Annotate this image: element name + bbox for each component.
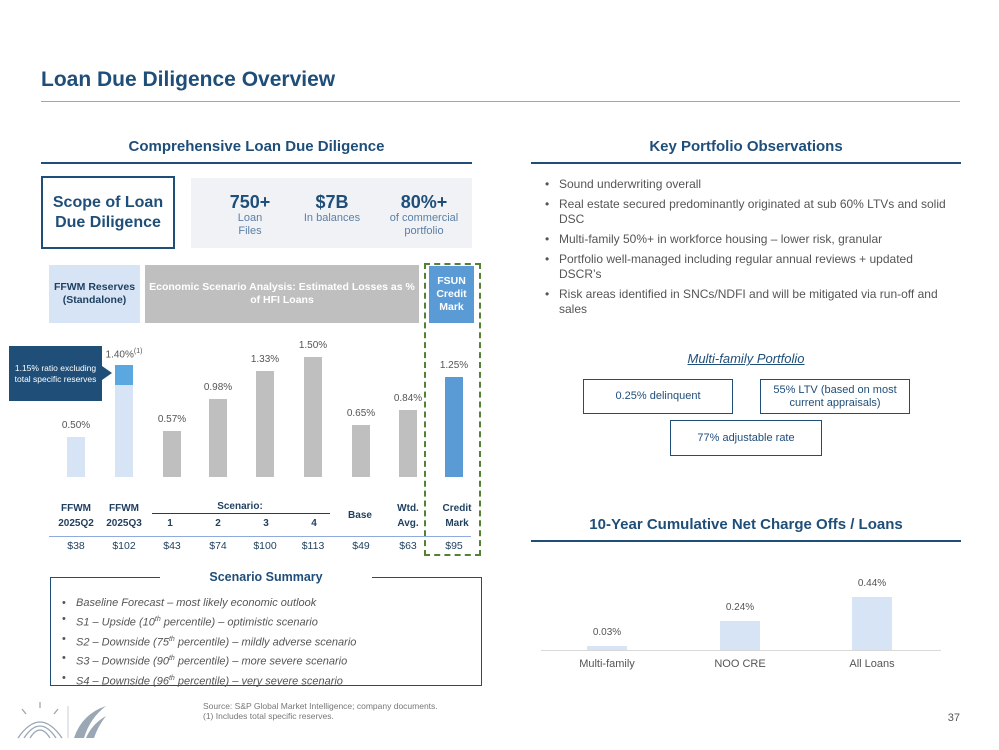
xtick-wtd-top: Wtd. (397, 503, 419, 514)
stat-value: 750+ (229, 192, 271, 212)
nco-category-label: All Loans (849, 658, 895, 670)
xtick-s2: 2 (215, 518, 221, 529)
scenario-item: • Baseline Forecast – most likely economic outlook (50, 597, 480, 610)
xtick-s3: 3 (263, 518, 269, 529)
mf-delinquent-box: 0.25% delinquent (583, 379, 733, 414)
observation-item: • Sound underwriting overall (537, 177, 949, 192)
bar-specific-reserves-segment (115, 365, 133, 385)
xtick-s4: 4 (311, 518, 317, 529)
scenario-item: • S3 – Downside (90th percentile) – more severe scenario (50, 652, 480, 669)
callout-arrow (102, 366, 112, 380)
xtick-scenario: Scenario: (217, 501, 263, 512)
xtick-s1: 1 (167, 518, 173, 529)
nco-value-label: 0.24% (725, 602, 755, 614)
xtick-base: Base (348, 510, 372, 521)
stat-loan-files (211, 192, 289, 238)
xtick-ffwm-q2-bottom: 2025Q2 (58, 518, 94, 529)
bar-9 (445, 377, 463, 477)
xtick-credit-top: Credit (442, 503, 472, 514)
scenario-item: • S1 – Upside (10th percentile) – optimistic scenario (50, 613, 480, 630)
nco-chart-title: 10-Year Cumulative Net Charge Offs / Loans (589, 516, 903, 533)
scenario-bracket-line (152, 513, 330, 514)
nco-category-label: Multi-family (579, 658, 635, 670)
xtick-ffwm-q2-top: FFWM (61, 503, 91, 514)
observation-item: • Real estate secured predominantly originated at sub 60% LTVs and solid DSC (537, 197, 949, 227)
bar-value-label: 1.50% (298, 340, 328, 351)
nco-axis-line (541, 650, 941, 651)
footer-note: (1) Includes total specific reserves. (203, 711, 334, 721)
stat-balances (295, 192, 369, 225)
sun-logo-icon (18, 702, 62, 738)
left-section-heading: Comprehensive Loan Due Diligence (128, 138, 385, 155)
observations-list (537, 177, 949, 322)
nco-value-label: 0.03% (592, 627, 622, 639)
stat-label: of commercial portfolio (389, 212, 459, 237)
xtick-ffwm-q3-bottom: 2025Q3 (106, 518, 142, 529)
bar-value-label: 0.57% (157, 414, 187, 426)
xtick-ffwm-q3-top: FFWM (109, 503, 139, 514)
fsun-credit-mark-header: FSUN Credit Mark (429, 266, 474, 323)
amount-label: $74 (209, 540, 227, 552)
bar-value-label: 1.33% (250, 353, 280, 365)
stat-label: In balances (303, 212, 361, 224)
xtick-wtd-bottom: Avg. (397, 518, 419, 529)
company-logo (12, 700, 108, 740)
bar-7 (352, 425, 370, 477)
stat-value: $7B (315, 192, 349, 212)
stat-commercial (381, 192, 467, 238)
page-number: 37 (947, 712, 960, 724)
scope-box: Scope of Loan Due Diligence (41, 176, 175, 249)
amount-label: $38 (67, 540, 85, 552)
callout-box: 1.15% ratio excluding total specific reserves (9, 346, 102, 401)
xtick-credit-bottom: Mark (445, 518, 469, 529)
amounts-divider (49, 536, 471, 537)
bar-1 (67, 437, 85, 477)
amount-label: $95 (445, 540, 463, 552)
bar-value-label: 0.98% (203, 381, 233, 393)
bar-value-label: 1.40%$^{(1)}$ (105, 348, 143, 361)
reserves-chart (0, 0, 1, 1)
amount-label: $102 (112, 540, 136, 552)
nco-category-label: NOO CRE (714, 658, 766, 670)
bar-value-label: 0.84% (393, 392, 423, 404)
bar-value-label: 0.65% (346, 408, 376, 419)
bar-5 (256, 371, 274, 477)
amount-label: $113 (301, 540, 325, 552)
scenario-item: • S2 – Downside (75th percentile) – mildly adverse scenario (50, 633, 480, 650)
scenario-summary-list (50, 597, 480, 692)
bar-4 (209, 399, 227, 477)
scenario-summary-title: Scenario Summary (160, 570, 372, 586)
mf-ltv-box: 55% LTV (based on most current appraisals) (760, 379, 910, 414)
title-divider (41, 101, 960, 102)
bar-6 (304, 357, 322, 477)
bar-value-label: 0.50% (61, 420, 91, 431)
observation-item: • Risk areas identified in SNCs/NDFI and will be mitigated via run-off and sales (537, 287, 949, 317)
bar-3 (163, 431, 181, 477)
economic-scenario-header: Economic Scenario Analysis: Estimated Losses as % of HFI Loans (145, 265, 419, 323)
observation-item: • Portfolio well-managed including regular annual reviews + updated DSCR’s (537, 252, 949, 282)
page-title: Loan Due Diligence Overview (41, 68, 336, 91)
right-heading-rule (531, 162, 961, 164)
wing-logo-icon (74, 706, 106, 738)
right-section-heading: Key Portfolio Observations (649, 138, 843, 155)
multifamily-portfolio-title: Multi-family Portfolio (687, 351, 805, 366)
footer-source: Source: S&P Global Market Intelligence; company documents. (203, 701, 438, 711)
stat-value: 80%+ (400, 192, 448, 212)
scenario-item: • S4 – Downside (96th percentile) – very severe scenario (50, 672, 480, 689)
left-heading-rule (41, 162, 472, 164)
nco-bar-3 (852, 597, 892, 650)
observation-item: • Multi-family 50%+ in workforce housing – lower risk, granular (537, 232, 949, 247)
amount-label: $49 (352, 540, 370, 552)
nco-heading-rule (531, 540, 961, 542)
mf-adjustable-box: 77% adjustable rate (670, 420, 822, 456)
stats-panel (191, 178, 472, 248)
amount-label: $100 (253, 540, 277, 552)
nco-bar-2 (720, 621, 760, 650)
stat-label: Loan Files (237, 212, 263, 237)
bar-8 (399, 410, 417, 477)
bar-value-label: 1.25% (439, 360, 469, 371)
amount-label: $63 (399, 540, 417, 552)
ffwm-reserves-header: FFWM Reserves (Standalone) (49, 265, 140, 323)
nco-value-label: 0.44% (857, 578, 887, 590)
amount-label: $43 (163, 540, 181, 552)
